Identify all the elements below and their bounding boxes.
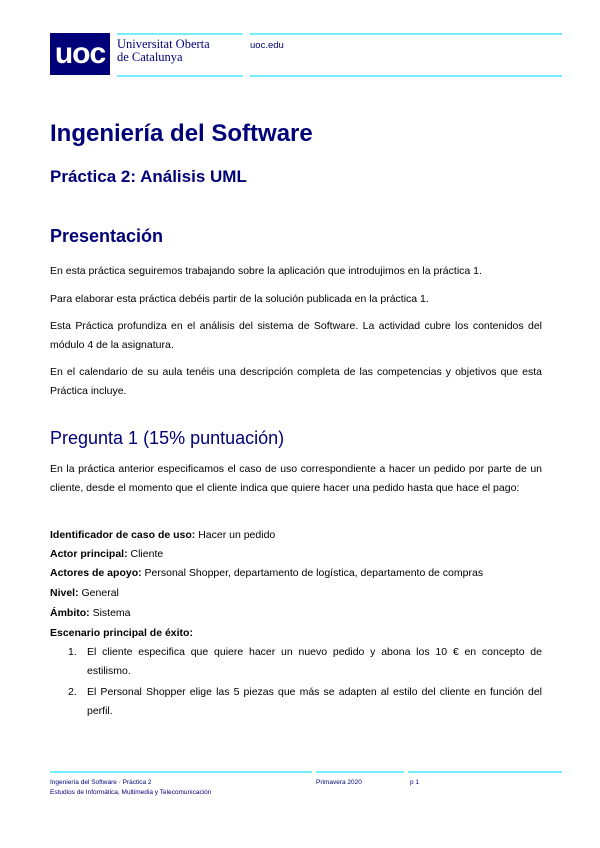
field-label: Escenario principal de éxito: [50,627,193,639]
field-use-case-id [50,528,275,542]
header-rule-bottom-left [117,75,243,77]
step-number: 2. [68,686,77,698]
section-heading-presentacion: Presentación [50,226,164,246]
footer-page-number: p 1 [410,779,420,786]
field-level [50,586,119,600]
university-name-line1: Universitat Oberta [117,37,210,51]
footer-studies: Estudios de Informática, Multimedia y Telecomunicación [50,789,212,796]
step-text: El Personal Shopper elige las 5 piezas que más se adapten al estilo del cliente en función del perfil. [87,686,542,717]
footer-course: Ingeniería del Software · Práctica 2 [50,779,152,786]
scenario-step [50,683,542,721]
field-value: Cliente [127,548,164,560]
document-subtitle: Práctica 2: Análisis UML [50,167,247,186]
footer-semester: Primavera 2020 [316,779,362,786]
field-value: General [78,587,119,599]
field-value: Sistema [89,607,131,619]
university-name [117,38,210,64]
paragraph: Para elaborar esta práctica debéis partir de la solución publicada en la práctica 1. [50,293,429,305]
scenario-step [50,643,542,681]
field-scope [50,606,131,620]
university-website[interactable]: uoc.edu [250,40,284,51]
field-value: Hacer un pedido [195,529,276,541]
field-main-scenario [50,626,193,640]
logo-text: uoc [54,37,106,70]
field-supporting-actors [50,566,483,580]
field-label: Ámbito: [50,607,90,619]
field-value: Personal Shopper, departamento de logística, departamento de compras [141,567,484,579]
field-label: Actor principal: [50,548,128,560]
footer-rule-middle [316,771,404,773]
footer-rule-right [408,771,562,773]
footer-rule-left [50,771,312,773]
document-title: Ingeniería del Software [50,120,313,147]
header-rule-top-left [117,33,243,35]
question-intro: En la práctica anterior especificamos el caso de uso correspondiente a hacer un pedido por parte de un cliente, desde el momento que el cliente indica que quiere hacer una pedido hasta que hace el pago: [50,463,542,494]
field-label: Nivel: [50,587,79,599]
paragraph: En esta práctica seguiremos trabajando sobre la aplicación que introdujimos en la práctica 1. [50,265,482,277]
step-number: 1. [68,646,77,658]
header-rule-top-right [250,33,562,35]
paragraph: Esta Práctica profundiza en el análisis del sistema de Software. La actividad cubre los contenidos del módulo 4 de la asignatura. [50,320,542,351]
section-heading-pregunta-1: Pregunta 1 (15% puntuación) [50,428,285,448]
uoc-logo [50,33,110,75]
field-label: Actores de apoyo: [50,567,142,579]
field-label: Identificador de caso de uso: [50,529,196,541]
paragraph: En el calendario de su aula tenéis una descripción completa de las competencias y objetivos que esta Práctica incluye. [50,366,542,397]
header-rule-bottom-right [250,75,562,77]
university-name-line2: de Catalunya [117,50,183,64]
step-text: El cliente especifica que quiere hacer un nuevo pedido y abona los 10 € en concepto de estilismo. [87,646,542,677]
field-primary-actor [50,547,163,561]
